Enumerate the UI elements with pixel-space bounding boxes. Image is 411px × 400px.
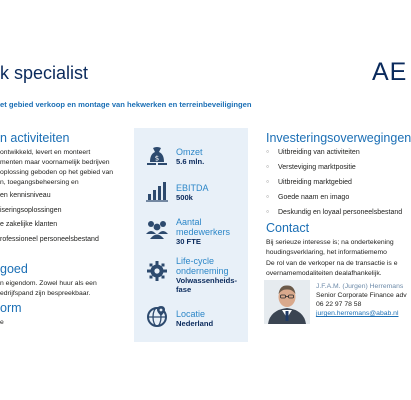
- contact-person-avatar: [264, 280, 310, 324]
- form-value: e: [0, 319, 4, 326]
- property-heading: goed: [0, 262, 28, 276]
- stat-label-line: Aantal: [176, 217, 202, 227]
- activities-line: ontwikkeld, levert en monteert: [0, 149, 91, 156]
- activities-line: oplossing geboden op het gebied van: [0, 169, 113, 176]
- list-item: rofessioneel personeelsbestand: [0, 235, 99, 243]
- contact-role-line: De rol van de verkoper na de transactie is e: [266, 260, 398, 267]
- contact-title: Senior Corporate Finance adv: [316, 292, 407, 299]
- stat-label-line: medewerkers: [176, 227, 231, 237]
- activities-description: [0, 148, 113, 188]
- money-bag-icon: [144, 142, 170, 168]
- list-item: ○ Uitbreiding marktgebied: [266, 175, 402, 190]
- list-item: e zakelijke klanten: [0, 221, 58, 228]
- list-item: ○ Versteviging marktpositie: [266, 160, 402, 175]
- key-figures-panel: [134, 128, 248, 342]
- contact-intro: [266, 238, 394, 257]
- contact-role-line: overnamemodaliteiten dealafhankelijk.: [266, 269, 382, 277]
- contact-intro-line: houdingsverklaring, het informatiememo: [266, 248, 387, 256]
- stat-label: Omzet: [176, 147, 203, 157]
- contact-intro-line: Bij serieuze interesse is; na ondertekening: [266, 239, 394, 246]
- contact-photo: [264, 280, 310, 324]
- page-subtitle: et gebied verkoop en montage van hekwerken en terreinbeveiligingen: [0, 100, 252, 109]
- activities-line: menten maar voornamelijk bedrijven: [0, 159, 110, 166]
- contact-heading: Contact: [266, 221, 310, 235]
- property-description: [0, 279, 97, 299]
- page-title: k specialist: [0, 63, 89, 83]
- stat-value-line: Volwassenheids-: [176, 276, 238, 285]
- highlights-list: [0, 189, 99, 247]
- list-item: en kennisniveau: [0, 192, 51, 199]
- list-item: ○ Uitbreiding van activiteiten: [266, 145, 402, 160]
- stat-label-line: onderneming: [176, 266, 229, 276]
- contact-phone: 06 22 97 78 58: [316, 301, 362, 308]
- list-item: iseringsoplossingen: [0, 206, 62, 214]
- stat-label: Locatie: [176, 309, 206, 319]
- property-line: edrijfspand zijn bespreekbaar.: [0, 290, 91, 297]
- svg-text:$: $: [154, 154, 160, 163]
- list-item: ○ Goede naam en imago: [266, 190, 402, 205]
- list-item: ○ Deskundig en loyaal personeelsbestand: [266, 205, 402, 220]
- stat-value: Nederland: [176, 319, 214, 328]
- form-heading: orm: [0, 301, 22, 315]
- contact-name: J.F.A.M. (Jurgen) Herremans: [316, 283, 404, 290]
- contact-role-note: [266, 259, 397, 278]
- location-globe-icon: [144, 304, 170, 330]
- investment-heading: Investeringsoverwegingen: [266, 131, 411, 145]
- investment-list: [266, 145, 402, 220]
- stat-label-line: Life-cycle: [176, 256, 215, 266]
- stat-value: 5.6 mln.: [176, 157, 205, 166]
- stat-label: EBITDA: [176, 183, 209, 193]
- property-line: n eigendom. Zowel huur als een: [0, 280, 97, 287]
- activities-heading: n activiteiten: [0, 131, 70, 145]
- contact-email-link[interactable]: jurgen.herremans@abab.nl: [316, 310, 399, 317]
- stat-value: 30 FTE: [176, 237, 201, 246]
- contact-signature: [316, 282, 407, 318]
- stat-value: 500k: [176, 193, 193, 202]
- lifecycle-gear-icon: [144, 258, 170, 284]
- company-logo: AE: [372, 58, 408, 86]
- stat-value-line: fase: [176, 285, 192, 294]
- activities-line: n, toegangsbeheersing en: [0, 179, 79, 186]
- people-icon: [144, 216, 170, 242]
- bar-chart-icon: [144, 178, 170, 204]
